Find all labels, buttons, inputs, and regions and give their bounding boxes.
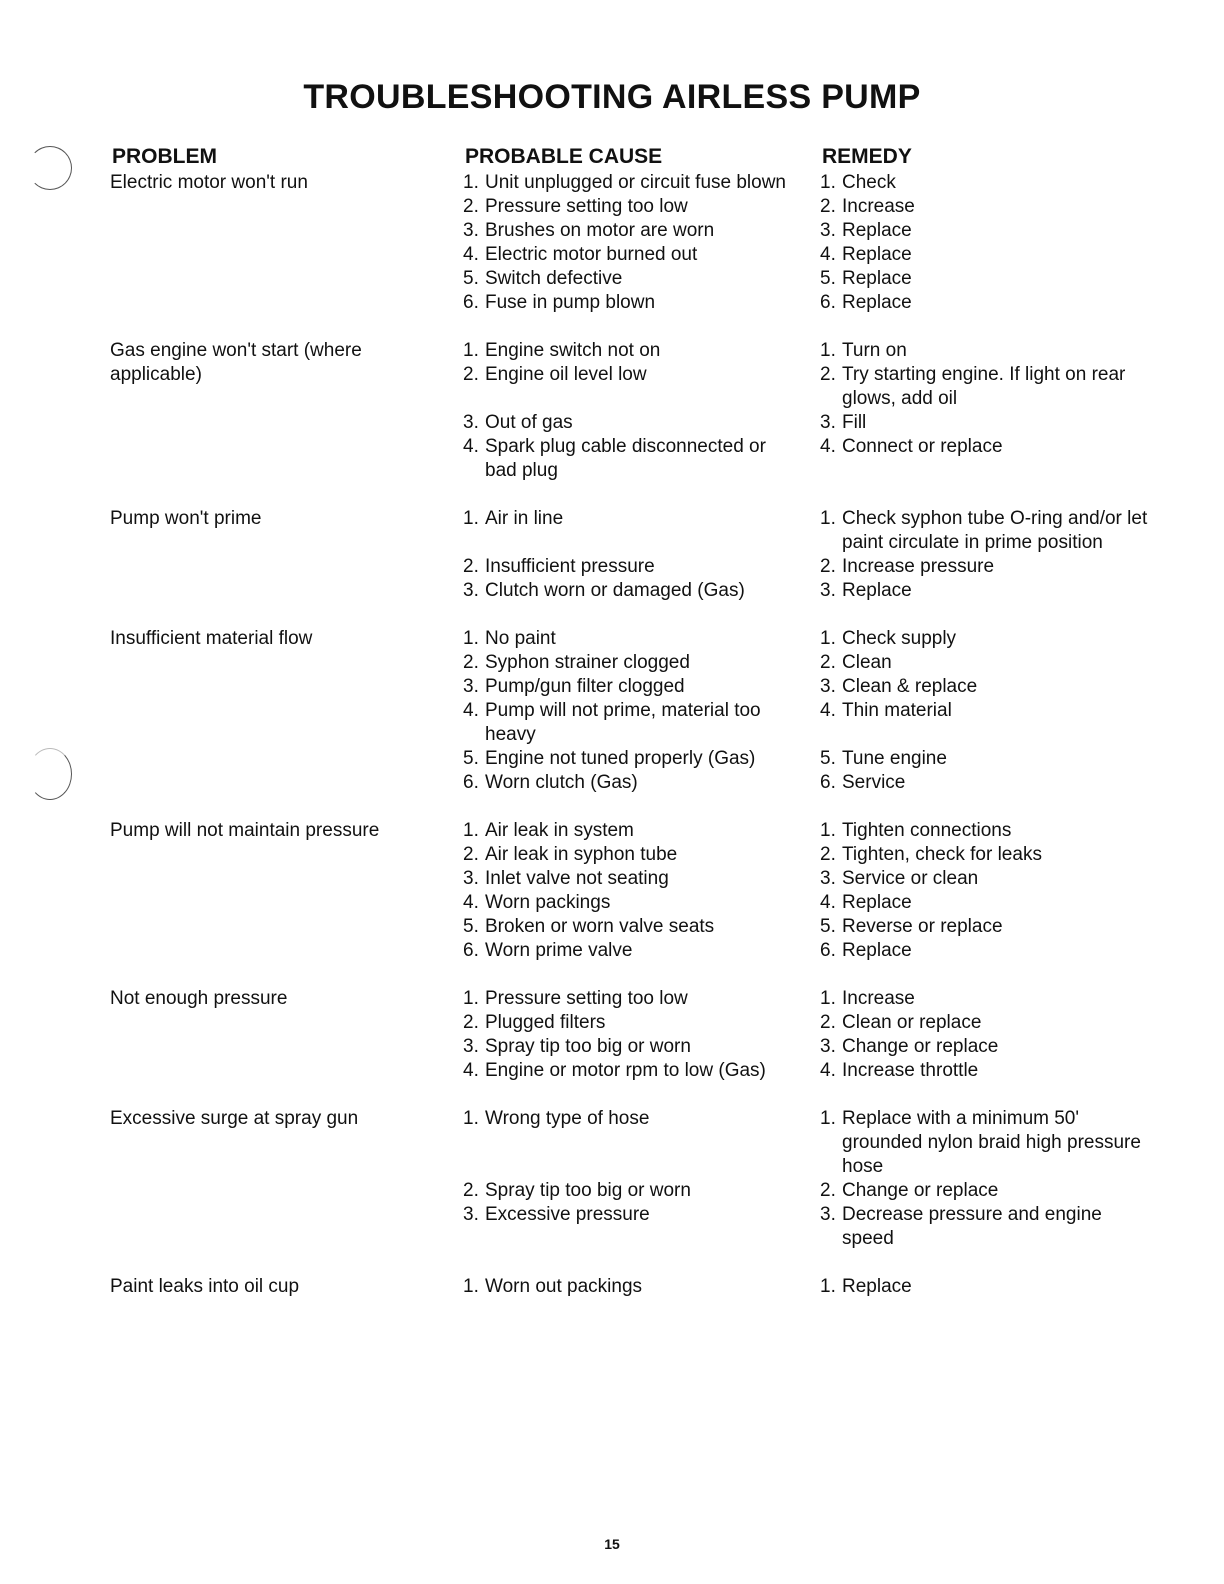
remedy-number: 3. bbox=[820, 1204, 836, 1225]
remedy-text: Service or clean bbox=[842, 868, 979, 889]
cause-number: 5. bbox=[463, 268, 479, 289]
cause-item bbox=[463, 867, 793, 891]
remedy-list bbox=[820, 339, 1150, 483]
cause-number: 1. bbox=[463, 820, 479, 841]
cause-number: 3. bbox=[463, 220, 479, 241]
problem-text: Paint leaks into oil cup bbox=[110, 1276, 300, 1297]
cause-item bbox=[463, 891, 793, 915]
cause-text: Insufficient pressure bbox=[485, 556, 655, 577]
remedy-item bbox=[820, 699, 1150, 747]
table-row bbox=[0, 1275, 1224, 1299]
cause-text: Brushes on motor are worn bbox=[485, 220, 715, 241]
remedy-text: Thin material bbox=[842, 700, 952, 721]
cause-text: Engine switch not on bbox=[485, 340, 661, 361]
table-row bbox=[0, 987, 1224, 1083]
remedy-item bbox=[820, 171, 1150, 195]
remedy-text: Replace bbox=[842, 892, 912, 913]
remedy-number: 2. bbox=[820, 556, 836, 577]
cause-number: 4. bbox=[463, 436, 479, 457]
remedy-text: Try starting engine. If light on rear glows, add oil bbox=[842, 364, 1126, 409]
remedy-list bbox=[820, 1107, 1150, 1251]
header-remedy: REMEDY bbox=[822, 145, 912, 168]
remedy-number: 3. bbox=[820, 676, 836, 697]
remedy-list bbox=[820, 1275, 1150, 1299]
remedy-item bbox=[820, 1179, 1150, 1203]
remedy-item bbox=[820, 915, 1150, 939]
remedy-text: Increase throttle bbox=[842, 1060, 979, 1081]
remedy-item bbox=[820, 339, 1150, 363]
cause-number: 5. bbox=[463, 748, 479, 769]
cause-text: Fuse in pump blown bbox=[485, 292, 656, 313]
remedy-item bbox=[820, 651, 1150, 675]
remedy-number: 3. bbox=[820, 220, 836, 241]
problem-text: Not enough pressure bbox=[110, 988, 288, 1009]
remedy-item bbox=[820, 507, 1150, 555]
remedy-text: Service bbox=[842, 772, 906, 793]
table-row bbox=[0, 1107, 1224, 1251]
cause-number: 2. bbox=[463, 652, 479, 673]
remedy-item bbox=[820, 411, 1150, 435]
cause-text: Plugged filters bbox=[485, 1012, 606, 1033]
cause-number: 3. bbox=[463, 412, 479, 433]
remedy-text: Reverse or replace bbox=[842, 916, 1003, 937]
remedy-number: 4. bbox=[820, 700, 836, 721]
remedy-text: Replace bbox=[842, 580, 912, 601]
remedy-list bbox=[820, 171, 1150, 315]
cause-number: 3. bbox=[463, 868, 479, 889]
cause-item bbox=[463, 267, 793, 291]
remedy-item bbox=[820, 219, 1150, 243]
remedy-item bbox=[820, 843, 1150, 867]
cause-number: 2. bbox=[463, 556, 479, 577]
remedy-item bbox=[820, 1059, 1150, 1083]
remedy-number: 6. bbox=[820, 772, 836, 793]
remedy-text: Tighten connections bbox=[842, 820, 1012, 841]
cause-list bbox=[463, 1107, 793, 1251]
remedy-item bbox=[820, 939, 1150, 963]
cause-text: Air leak in system bbox=[485, 820, 634, 841]
cause-item bbox=[463, 1059, 793, 1083]
cause-item bbox=[463, 1011, 793, 1035]
cause-text: Spark plug cable disconnected or bad plug bbox=[485, 436, 766, 481]
remedy-item bbox=[820, 555, 1150, 579]
remedy-text: Clean or replace bbox=[842, 1012, 982, 1033]
remedy-number: 5. bbox=[820, 268, 836, 289]
cause-number: 1. bbox=[463, 1108, 479, 1129]
remedy-item bbox=[820, 1203, 1150, 1251]
remedy-number: 3. bbox=[820, 868, 836, 889]
header-probable-cause: PROBABLE CAUSE bbox=[465, 145, 663, 168]
remedy-number: 2. bbox=[820, 652, 836, 673]
remedy-item bbox=[820, 891, 1150, 915]
cause-item bbox=[463, 1107, 793, 1179]
cause-number: 1. bbox=[463, 628, 479, 649]
remedy-item bbox=[820, 627, 1150, 651]
cause-text: Wrong type of hose bbox=[485, 1108, 650, 1129]
cause-item bbox=[463, 819, 793, 843]
cause-item bbox=[463, 651, 793, 675]
problem-text: Electric motor won't run bbox=[110, 172, 308, 193]
cause-list bbox=[463, 627, 793, 795]
cause-number: 6. bbox=[463, 772, 479, 793]
remedy-number: 6. bbox=[820, 940, 836, 961]
troubleshooting-table bbox=[0, 171, 1224, 1323]
remedy-text: Fill bbox=[842, 412, 867, 433]
cause-list bbox=[463, 171, 793, 315]
remedy-number: 1. bbox=[820, 988, 836, 1009]
remedy-text: Check bbox=[842, 172, 896, 193]
table-row bbox=[0, 627, 1224, 795]
problem-text: Gas engine won't start (where applicable) bbox=[110, 340, 362, 385]
cause-text: Unit unplugged or circuit fuse blown bbox=[485, 172, 787, 193]
cause-text: Excessive pressure bbox=[485, 1204, 650, 1225]
remedy-text: Replace bbox=[842, 244, 912, 265]
cause-item bbox=[463, 435, 793, 483]
remedy-item bbox=[820, 987, 1150, 1011]
remedy-number: 1. bbox=[820, 820, 836, 841]
remedy-number: 2. bbox=[820, 196, 836, 217]
remedy-text: Turn on bbox=[842, 340, 907, 361]
cause-text: Pressure setting too low bbox=[485, 988, 688, 1009]
cause-number: 2. bbox=[463, 1180, 479, 1201]
remedy-text: Replace bbox=[842, 940, 912, 961]
remedy-text: Change or replace bbox=[842, 1036, 999, 1057]
remedy-list bbox=[820, 507, 1150, 603]
cause-number: 2. bbox=[463, 196, 479, 217]
remedy-number: 1. bbox=[820, 628, 836, 649]
remedy-item bbox=[820, 363, 1150, 411]
remedy-list bbox=[820, 627, 1150, 795]
header-problem: PROBLEM bbox=[112, 145, 217, 168]
cause-text: Pump/gun filter clogged bbox=[485, 676, 685, 697]
remedy-text: Tighten, check for leaks bbox=[842, 844, 1042, 865]
remedy-text: Change or replace bbox=[842, 1180, 999, 1201]
remedy-text: Increase bbox=[842, 988, 915, 1009]
cause-item bbox=[463, 579, 793, 603]
cause-number: 2. bbox=[463, 1012, 479, 1033]
remedy-item bbox=[820, 267, 1150, 291]
cause-list bbox=[463, 507, 793, 603]
cause-item bbox=[463, 843, 793, 867]
cause-list bbox=[463, 987, 793, 1083]
problem-text: Pump won't prime bbox=[110, 508, 262, 529]
table-row bbox=[0, 507, 1224, 603]
remedy-item bbox=[820, 1107, 1150, 1179]
cause-text: Worn out packings bbox=[485, 1276, 643, 1297]
remedy-item bbox=[820, 1011, 1150, 1035]
cause-list bbox=[463, 339, 793, 483]
remedy-number: 1. bbox=[820, 1276, 836, 1297]
cause-text: Engine or motor rpm to low (Gas) bbox=[485, 1060, 766, 1081]
remedy-text: Replace bbox=[842, 220, 912, 241]
problem-text: Pump will not maintain pressure bbox=[110, 820, 380, 841]
remedy-number: 2. bbox=[820, 844, 836, 865]
cause-number: 1. bbox=[463, 172, 479, 193]
cause-item bbox=[463, 291, 793, 315]
remedy-number: 5. bbox=[820, 748, 836, 769]
cause-text: Spray tip too big or worn bbox=[485, 1036, 691, 1057]
remedy-item bbox=[820, 243, 1150, 267]
cause-item bbox=[463, 1179, 793, 1203]
remedy-item bbox=[820, 867, 1150, 891]
cause-item bbox=[463, 939, 793, 963]
cause-item bbox=[463, 171, 793, 195]
cause-text: No paint bbox=[485, 628, 556, 649]
cause-text: Inlet valve not seating bbox=[485, 868, 669, 889]
cause-item bbox=[463, 411, 793, 435]
cause-number: 4. bbox=[463, 892, 479, 913]
remedy-item bbox=[820, 195, 1150, 219]
cause-text: Syphon strainer clogged bbox=[485, 652, 690, 673]
remedy-item bbox=[820, 747, 1150, 771]
cause-list bbox=[463, 1275, 793, 1299]
cause-text: Air in line bbox=[485, 508, 564, 529]
cause-item bbox=[463, 507, 793, 555]
cause-number: 4. bbox=[463, 1060, 479, 1081]
remedy-text: Check supply bbox=[842, 628, 957, 649]
cause-text: Worn clutch (Gas) bbox=[485, 772, 638, 793]
remedy-number: 1. bbox=[820, 508, 836, 529]
problem-text: Excessive surge at spray gun bbox=[110, 1108, 359, 1129]
remedy-item bbox=[820, 291, 1150, 315]
cause-item bbox=[463, 771, 793, 795]
remedy-text: Decrease pressure and engine speed bbox=[842, 1204, 1102, 1249]
problem-text: Insufficient material flow bbox=[110, 628, 313, 649]
cause-number: 3. bbox=[463, 1036, 479, 1057]
table-row bbox=[0, 339, 1224, 483]
remedy-text: Replace with a minimum 50' grounded nylon braid high pressure hose bbox=[842, 1108, 1141, 1177]
cause-number: 3. bbox=[463, 580, 479, 601]
cause-item bbox=[463, 1035, 793, 1059]
cause-number: 2. bbox=[463, 364, 479, 385]
cause-text: Switch defective bbox=[485, 268, 623, 289]
remedy-number: 5. bbox=[820, 916, 836, 937]
cause-number: 4. bbox=[463, 700, 479, 721]
remedy-number: 1. bbox=[820, 172, 836, 193]
cause-text: Engine oil level low bbox=[485, 364, 647, 385]
remedy-text: Increase pressure bbox=[842, 556, 995, 577]
cause-text: Worn packings bbox=[485, 892, 611, 913]
remedy-number: 2. bbox=[820, 364, 836, 385]
remedy-number: 4. bbox=[820, 1060, 836, 1081]
remedy-number: 3. bbox=[820, 580, 836, 601]
remedy-list bbox=[820, 819, 1150, 963]
remedy-item bbox=[820, 1035, 1150, 1059]
remedy-text: Connect or replace bbox=[842, 436, 1003, 457]
cause-text: Pump will not prime, material too heavy bbox=[485, 700, 761, 745]
remedy-text: Check syphon tube O-ring and/or let paint circulate in prime position bbox=[842, 508, 1148, 553]
remedy-item bbox=[820, 819, 1150, 843]
cause-text: Air leak in syphon tube bbox=[485, 844, 678, 865]
remedy-number: 4. bbox=[820, 244, 836, 265]
cause-item bbox=[463, 627, 793, 651]
cause-number: 1. bbox=[463, 988, 479, 1009]
cause-number: 3. bbox=[463, 1204, 479, 1225]
cause-item bbox=[463, 555, 793, 579]
remedy-number: 4. bbox=[820, 436, 836, 457]
cause-item bbox=[463, 219, 793, 243]
remedy-number: 6. bbox=[820, 292, 836, 313]
cause-text: Broken or worn valve seats bbox=[485, 916, 715, 937]
remedy-item bbox=[820, 435, 1150, 483]
remedy-number: 3. bbox=[820, 412, 836, 433]
cause-text: Clutch worn or damaged (Gas) bbox=[485, 580, 745, 601]
cause-text: Out of gas bbox=[485, 412, 573, 433]
remedy-item bbox=[820, 1275, 1150, 1299]
remedy-number: 4. bbox=[820, 892, 836, 913]
table-row bbox=[0, 171, 1224, 315]
cause-number: 5. bbox=[463, 916, 479, 937]
remedy-item bbox=[820, 579, 1150, 603]
cause-number: 1. bbox=[463, 508, 479, 529]
remedy-text: Increase bbox=[842, 196, 915, 217]
remedy-text: Clean & replace bbox=[842, 676, 978, 697]
cause-number: 6. bbox=[463, 940, 479, 961]
remedy-text: Tune engine bbox=[842, 748, 947, 769]
remedy-number: 1. bbox=[820, 1108, 836, 1129]
remedy-number: 2. bbox=[820, 1180, 836, 1201]
cause-item bbox=[463, 675, 793, 699]
cause-item bbox=[463, 339, 793, 363]
cause-number: 3. bbox=[463, 676, 479, 697]
cause-item bbox=[463, 1275, 793, 1299]
cause-text: Engine not tuned properly (Gas) bbox=[485, 748, 756, 769]
cause-list bbox=[463, 819, 793, 963]
remedy-number: 3. bbox=[820, 1036, 836, 1057]
page-title: TROUBLESHOOTING AIRLESS PUMP bbox=[303, 78, 921, 116]
cause-item bbox=[463, 699, 793, 747]
cause-text: Pressure setting too low bbox=[485, 196, 688, 217]
remedy-number: 2. bbox=[820, 1012, 836, 1033]
cause-number: 2. bbox=[463, 844, 479, 865]
remedy-text: Replace bbox=[842, 292, 912, 313]
cause-number: 6. bbox=[463, 292, 479, 313]
cause-item bbox=[463, 195, 793, 219]
cause-text: Worn prime valve bbox=[485, 940, 633, 961]
remedy-number: 1. bbox=[820, 340, 836, 361]
cause-item bbox=[463, 747, 793, 771]
cause-item bbox=[463, 915, 793, 939]
cause-text: Electric motor burned out bbox=[485, 244, 698, 265]
cause-item bbox=[463, 987, 793, 1011]
remedy-text: Replace bbox=[842, 1276, 912, 1297]
remedy-text: Clean bbox=[842, 652, 892, 673]
cause-item bbox=[463, 243, 793, 267]
cause-text: Spray tip too big or worn bbox=[485, 1180, 691, 1201]
remedy-list bbox=[820, 987, 1150, 1083]
remedy-item bbox=[820, 771, 1150, 795]
remedy-item bbox=[820, 675, 1150, 699]
page-number: 15 bbox=[604, 1536, 620, 1552]
cause-number: 1. bbox=[463, 1276, 479, 1297]
remedy-text: Replace bbox=[842, 268, 912, 289]
cause-number: 4. bbox=[463, 244, 479, 265]
cause-item bbox=[463, 1203, 793, 1251]
cause-number: 1. bbox=[463, 340, 479, 361]
cause-item bbox=[463, 363, 793, 411]
table-row bbox=[0, 819, 1224, 963]
